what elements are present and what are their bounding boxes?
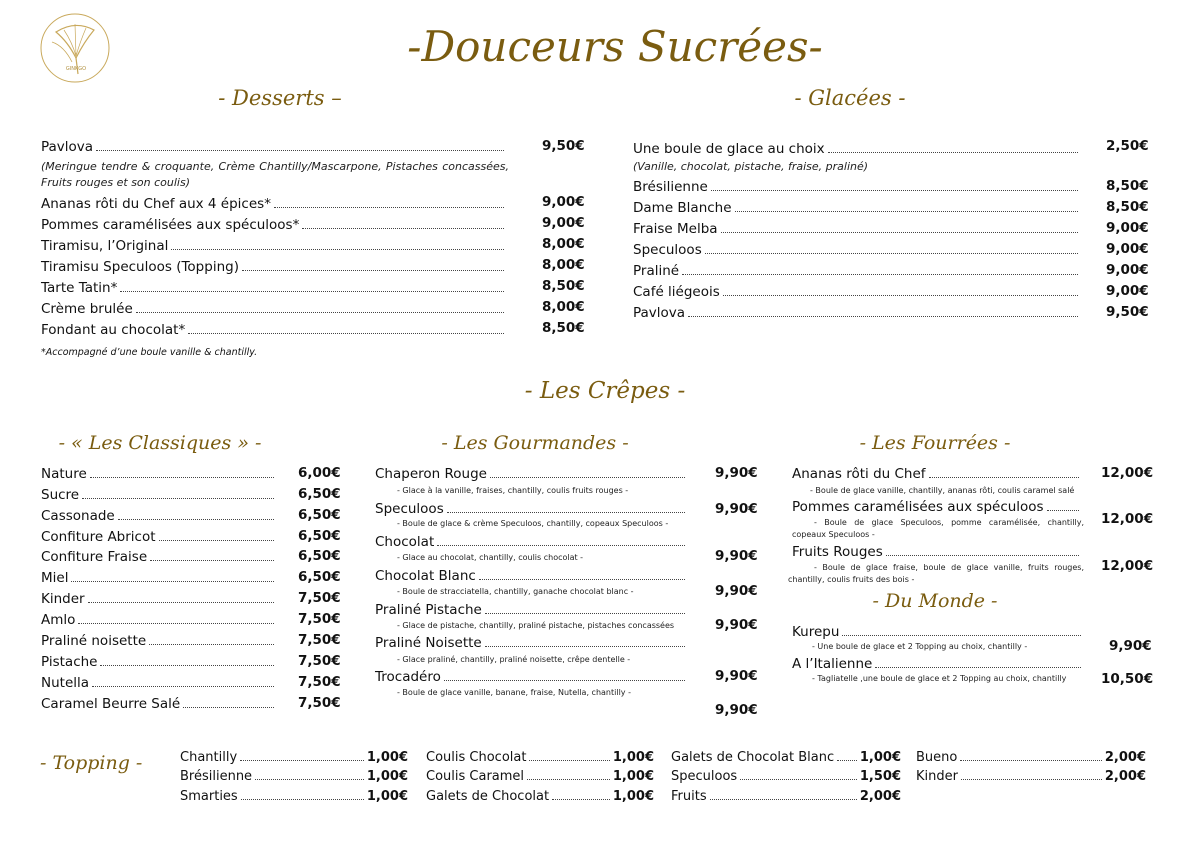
topping-item: Coulis Caramel 1,00€	[426, 769, 654, 784]
gourmandes-heading: - Les Gourmandes -	[441, 432, 629, 454]
classique-item: Pistache	[41, 653, 277, 671]
glace-price: 9,00€	[1106, 220, 1149, 236]
dessert-price: 9,50€	[542, 138, 585, 154]
glace-price: 8,50€	[1106, 199, 1149, 215]
gourmande-description: - Boule de stracciatella, chantilly, ganache chocolat blanc -	[397, 587, 634, 596]
classique-item: Praliné noisette	[41, 632, 277, 650]
classique-price: 7,50€	[298, 590, 341, 606]
classique-item: Cassonade	[41, 507, 277, 525]
classique-price: 6,50€	[298, 486, 341, 502]
classique-price: 6,00€	[298, 465, 341, 481]
classique-price: 6,50€	[298, 548, 341, 564]
gourmande-price: 9,90€	[715, 668, 758, 684]
classique-item: Nature	[41, 465, 277, 483]
dessert-price: 8,00€	[542, 257, 585, 273]
classique-item: Nutella	[41, 674, 277, 692]
gourmande-item: Chaperon Rouge	[375, 465, 688, 483]
fourrees-heading: - Les Fourrées -	[859, 432, 1011, 454]
gourmande-item: Speculoos	[375, 500, 688, 518]
dessert-price: 9,00€	[542, 194, 585, 210]
classique-price: 6,50€	[298, 569, 341, 585]
glace-price: 9,00€	[1106, 262, 1149, 278]
topping-item: Galets de Chocolat Blanc 1,00€	[671, 750, 901, 765]
classiques-heading: - « Les Classiques » -	[58, 432, 262, 454]
classique-item: Miel	[41, 569, 277, 587]
gourmande-item: Chocolat	[375, 533, 688, 551]
dessert-item: Pommes caramélisées aux spéculoos*	[41, 216, 507, 234]
glace-item: Une boule de glace au choix	[633, 140, 1081, 158]
desserts-heading: - Desserts –	[218, 86, 342, 110]
topping-item: Speculoos 1,50€	[671, 769, 901, 784]
fourree-price: 12,00€	[1101, 465, 1154, 481]
gourmande-description: - Glace au chocolat, chantilly, coulis chocolat -	[397, 553, 584, 562]
glace-price: 9,00€	[1106, 241, 1149, 257]
classique-price: 6,50€	[298, 507, 341, 523]
fourree-description: - Boule de glace fraise, boule de glace vanille, fruits rouges, chantilly, coulis fruits des bois -	[788, 563, 1084, 584]
classique-item: Kinder	[41, 590, 277, 608]
fourree-description: - Boule de glace Speculoos, pomme caramélisée, chantilly, copeaux Speculoos -	[792, 518, 1084, 539]
monde-heading: - Du Monde -	[872, 590, 998, 612]
gourmande-item: Praliné Noisette	[375, 634, 688, 652]
topping-item: Bueno 2,00€	[916, 750, 1146, 765]
dessert-item: Ananas rôti du Chef aux 4 épices*	[41, 195, 507, 213]
glace-price: 2,50€	[1106, 138, 1149, 154]
gourmande-description: - Boule de glace vanille, banane, fraise, Nutella, chantilly -	[397, 688, 631, 697]
gourmande-price: 9,90€	[715, 465, 758, 481]
topping-item: Smarties 1,00€	[180, 789, 408, 804]
glace-item: Speculoos	[633, 241, 1081, 259]
dessert-price: 9,00€	[542, 215, 585, 231]
glace-item: Fraise Melba	[633, 220, 1081, 238]
classique-price: 7,50€	[298, 674, 341, 690]
glace-item: Café liégeois	[633, 283, 1081, 301]
fourree-item: Fruits Rouges	[792, 543, 1082, 561]
glacees-heading: - Glacées -	[794, 86, 906, 110]
gourmande-price: 9,90€	[715, 617, 758, 633]
classique-price: 6,50€	[298, 528, 341, 544]
dessert-item: Tarte Tatin*	[41, 279, 507, 297]
fourree-price: 12,00€	[1101, 558, 1154, 574]
glace-item: Pavlova	[633, 304, 1081, 322]
crepes-heading: - Les Crêpes -	[524, 378, 686, 404]
fourree-price: 12,00€	[1101, 511, 1154, 527]
desserts-footnote: *Accompagné d’une boule vanille & chantilly.	[41, 347, 258, 358]
classique-item: Sucre	[41, 486, 277, 504]
classique-item: Amlo	[41, 611, 277, 629]
gourmande-description: - Glace à la vanille, fraises, chantilly, coulis fruits rouges -	[397, 486, 629, 495]
classique-price: 7,50€	[298, 653, 341, 669]
classique-price: 7,50€	[298, 695, 341, 711]
monde-price: 9,90€	[1109, 638, 1152, 654]
topping-item: Coulis Chocolat 1,00€	[426, 750, 654, 765]
classique-price: 7,50€	[298, 632, 341, 648]
glace-price: 8,50€	[1106, 178, 1149, 194]
classique-item: Confiture Abricot	[41, 528, 277, 546]
gourmande-description: - Glace praliné, chantilly, praliné noisette, crêpe dentelle -	[397, 655, 631, 664]
monde-item: Kurepu	[792, 623, 1084, 641]
dessert-price: 8,50€	[542, 320, 585, 336]
fourree-description: - Boule de glace vanille, chantilly, ananas rôti, coulis caramel salé	[810, 486, 1075, 495]
topping-item: Brésilienne 1,00€	[180, 769, 408, 784]
monde-price: 10,50€	[1101, 671, 1154, 687]
topping-item: Galets de Chocolat 1,00€	[426, 789, 654, 804]
topping-item: Kinder 2,00€	[916, 769, 1146, 784]
logo-text: GINKGO	[65, 66, 87, 72]
gourmande-item: Praliné Pistache	[375, 601, 688, 619]
glace-item: Brésilienne	[633, 178, 1081, 196]
pavlova-description: (Meringue tendre & croquante, Crème Chantilly/Mascarpone, Pistaches concassées, Fruits rouges et son coulis)	[41, 160, 509, 189]
dessert-price: 8,00€	[542, 299, 585, 315]
dessert-price: 8,50€	[542, 278, 585, 294]
topping-item: Fruits 2,00€	[671, 789, 901, 804]
dessert-price: 8,00€	[542, 236, 585, 252]
classique-item: Caramel Beurre Salé	[41, 695, 277, 713]
topping-heading: - Topping -	[40, 752, 143, 774]
monde-description: - Une boule de glace et 2 Topping au choix, chantilly -	[812, 642, 1028, 651]
topping-item: Chantilly 1,00€	[180, 750, 408, 765]
dessert-item: Fondant au chocolat*	[41, 321, 507, 339]
dessert-item: Pavlova	[41, 138, 507, 156]
monde-item: A l’Italienne	[792, 655, 1084, 673]
gourmande-price: 9,90€	[715, 583, 758, 599]
boule-description: (Vanille, chocolat, pistache, fraise, praliné)	[633, 160, 869, 173]
page-title: -Douceurs Sucrées-	[407, 22, 823, 71]
classique-price: 7,50€	[298, 611, 341, 627]
gourmande-item: Chocolat Blanc	[375, 567, 688, 585]
gourmande-price: 9,90€	[715, 548, 758, 564]
glace-item: Praliné	[633, 262, 1081, 280]
gourmande-item: Trocadéro	[375, 668, 688, 686]
monde-description: - Tagliatelle ,une boule de glace et 2 Topping au choix, chantilly	[812, 674, 1067, 683]
dessert-item: Tiramisu, l’Original	[41, 237, 507, 255]
gourmande-description: - Boule de glace & crème Speculoos, chantilly, copeaux Speculoos -	[397, 519, 669, 528]
fourree-item: Ananas rôti du Chef	[792, 465, 1082, 483]
gourmande-price: 9,90€	[715, 702, 758, 718]
glace-item: Dame Blanche	[633, 199, 1081, 217]
glace-price: 9,50€	[1106, 304, 1149, 320]
dessert-item: Crème brulée	[41, 300, 507, 318]
classique-item: Confiture Fraise	[41, 548, 277, 566]
glace-price: 9,00€	[1106, 283, 1149, 299]
dessert-item: Tiramisu Speculoos (Topping)	[41, 258, 507, 276]
fourree-item: Pommes caramélisées aux spéculoos	[792, 498, 1082, 516]
gourmande-price: 9,90€	[715, 501, 758, 517]
gourmande-description: - Glace de pistache, chantilly, praliné pistache, pistaches concassées	[397, 621, 675, 630]
